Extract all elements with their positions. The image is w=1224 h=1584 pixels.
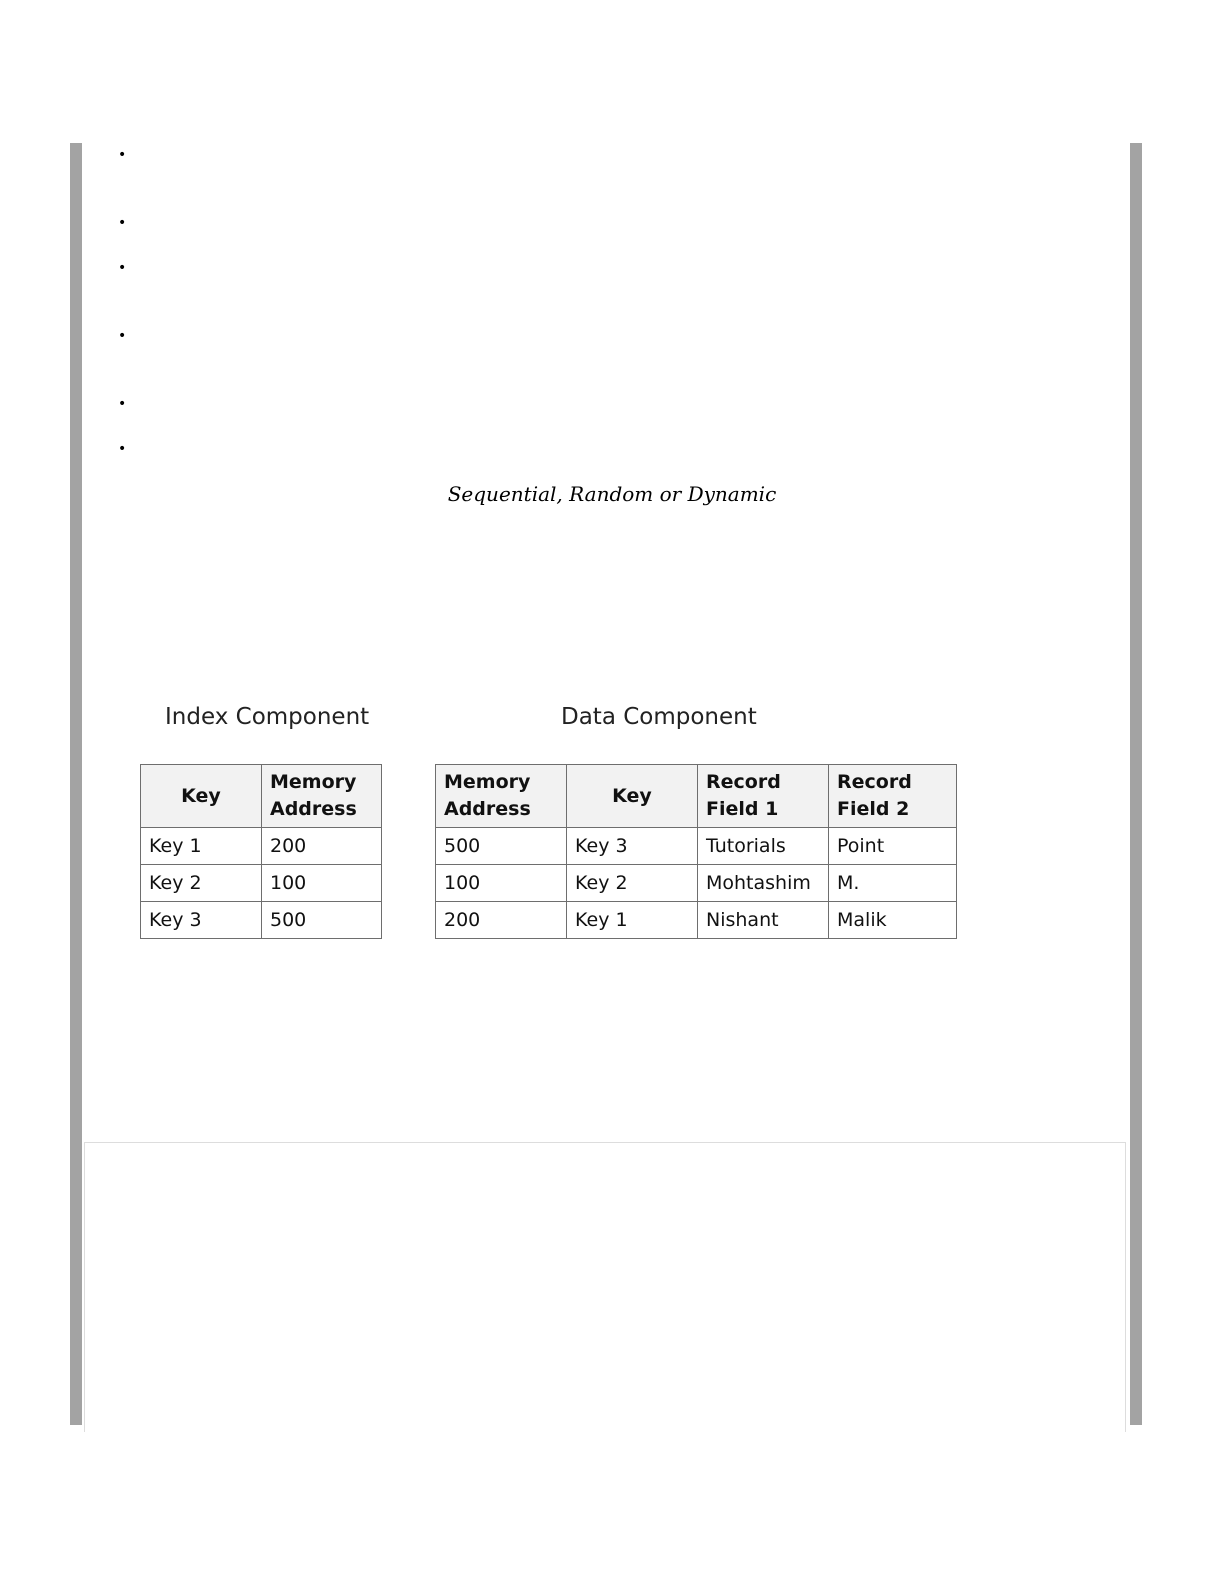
column-header: Record Field 1 <box>698 765 829 828</box>
table-cell: Mohtashim <box>698 865 829 902</box>
table-cell: Key 1 <box>141 828 262 865</box>
formula-text: Sequential, Random or Dynamic <box>447 482 777 506</box>
table-cell: 500 <box>262 902 382 939</box>
table-cell: Tutorials <box>698 828 829 865</box>
table-cell: Key 3 <box>141 902 262 939</box>
data-component-caption: Data Component <box>561 704 757 730</box>
table-cell: 100 <box>262 865 382 902</box>
list-bullet: • <box>118 396 127 412</box>
table-row <box>141 828 382 865</box>
table-cell: 200 <box>262 828 382 865</box>
table-cell: Key 2 <box>141 865 262 902</box>
column-header: Record Field 2 <box>829 765 957 828</box>
table-cell: Key 2 <box>567 865 698 902</box>
table-cell: M. <box>829 865 957 902</box>
index-table <box>140 764 382 939</box>
table-cell: Key 1 <box>567 902 698 939</box>
bottom-panel <box>84 1142 1126 1432</box>
list-bullet: • <box>118 215 127 231</box>
list-bullet: • <box>118 147 127 163</box>
list-bullet: • <box>118 260 127 276</box>
table-cell: Malik <box>829 902 957 939</box>
table-header-row <box>436 765 957 828</box>
table-row <box>141 902 382 939</box>
table-cell: Key 3 <box>567 828 698 865</box>
column-header: Memory Address <box>436 765 567 828</box>
table-cell: 500 <box>436 828 567 865</box>
table-cell: 200 <box>436 902 567 939</box>
table-cell: Point <box>829 828 957 865</box>
list-bullet: • <box>118 328 127 344</box>
table-row <box>436 902 957 939</box>
table-row <box>141 865 382 902</box>
list-bullet: • <box>118 441 127 457</box>
column-header: Key <box>567 765 698 828</box>
index-component-caption: Index Component <box>165 704 370 730</box>
table-row <box>436 828 957 865</box>
data-table <box>435 764 957 939</box>
table-row <box>436 865 957 902</box>
column-header: Memory Address <box>262 765 382 828</box>
table-header-row <box>141 765 382 828</box>
column-header: Key <box>141 765 262 828</box>
table-cell: Nishant <box>698 902 829 939</box>
table-cell: 100 <box>436 865 567 902</box>
